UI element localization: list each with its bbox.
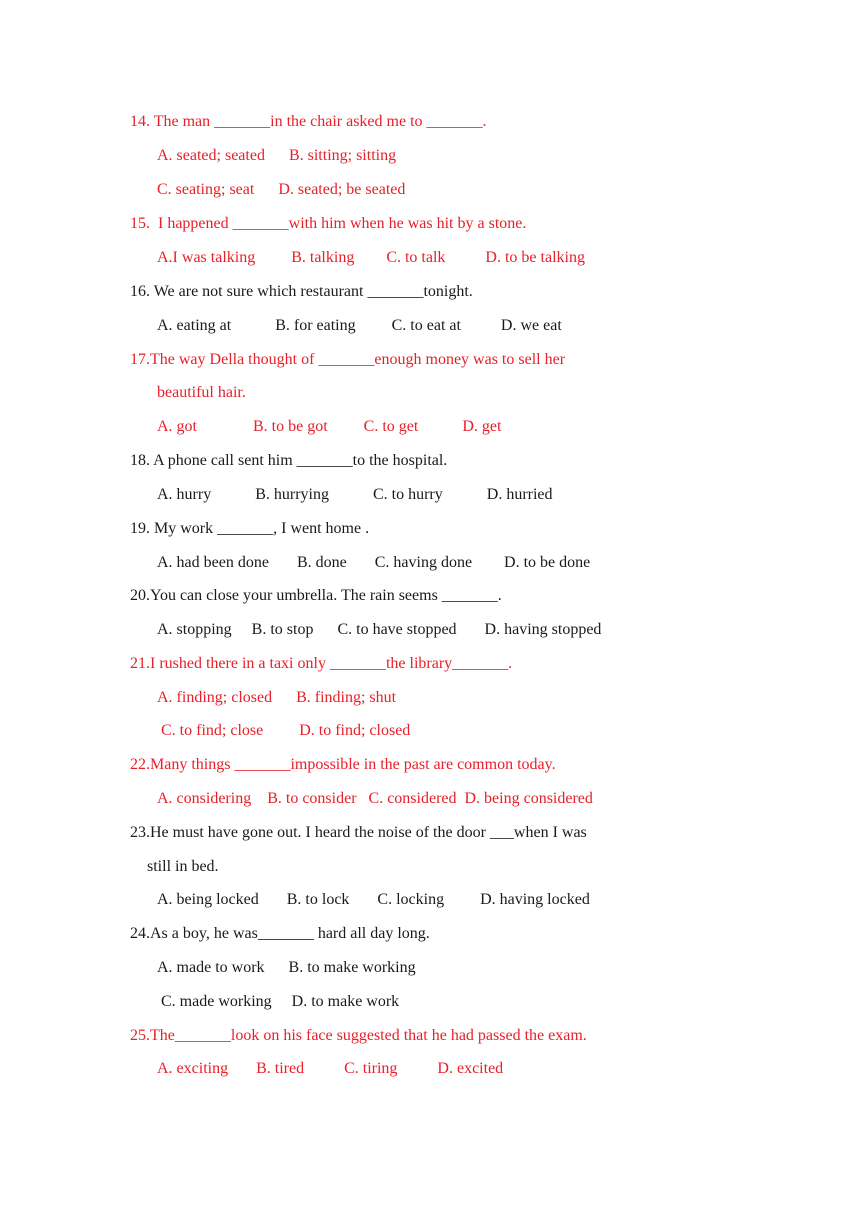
question-23: 23.He must have gone out. I heard the noise of the door ___when I was — [130, 824, 587, 841]
question-16-options: A. eating at B. for eating C. to eat at D. we eat — [157, 317, 562, 334]
question-17-continued: beautiful hair. — [157, 384, 246, 401]
question-15-options: A.I was talking B. talking C. to talk D. to be talking — [157, 249, 585, 266]
question-16: 16. We are not sure which restaurant _______tonight. — [130, 283, 473, 300]
question-23-continued: still in bed. — [147, 858, 219, 875]
question-20: 20.You can close your umbrella. The rain seems _______. — [130, 587, 502, 604]
question-17: 17.The way Della thought of _______enough money was to sell her — [130, 351, 566, 368]
question-15: 15. I happened _______with him when he was hit by a stone. — [130, 215, 527, 232]
question-22-options: A. considering B. to consider C. considered D. being considered — [157, 790, 593, 807]
question-23-options: A. being locked B. to lock C. locking D. having locked — [157, 891, 590, 908]
question-20-options: A. stopping B. to stop C. to have stopped D. having stopped — [157, 621, 602, 638]
question-24-options-2: C. made working D. to make work — [157, 993, 400, 1010]
question-18: 18. A phone call sent him _______to the hospital. — [130, 452, 448, 469]
question-19-options: A. had been done B. done C. having done D. to be done — [157, 554, 591, 571]
question-14: 14. The man _______in the chair asked me to _______. — [130, 113, 487, 130]
question-24-options-1: A. made to work B. to make working — [157, 959, 416, 976]
question-14-options-1: A. seated; seated B. sitting; sitting — [157, 147, 397, 164]
question-14-options-2: C. seating; seat D. seated; be seated — [157, 181, 406, 198]
question-18-options: A. hurry B. hurrying C. to hurry D. hurried — [157, 486, 553, 503]
question-21-options-2: C. to find; close D. to find; closed — [157, 722, 411, 739]
question-17-options: A. got B. to be got C. to get D. get — [157, 418, 502, 435]
question-24: 24.As a boy, he was_______ hard all day long. — [130, 925, 430, 942]
question-25: 25.The_______look on his face suggested that he had passed the exam. — [130, 1027, 587, 1044]
question-22: 22.Many things _______impossible in the past are common today. — [130, 756, 556, 773]
question-19: 19. My work _______, I went home . — [130, 520, 370, 537]
question-21: 21.I rushed there in a taxi only _______the library_______. — [130, 655, 513, 672]
question-21-options-1: A. finding; closed B. finding; shut — [157, 689, 397, 706]
question-25-options: A. exciting B. tired C. tiring D. excited — [157, 1060, 504, 1077]
